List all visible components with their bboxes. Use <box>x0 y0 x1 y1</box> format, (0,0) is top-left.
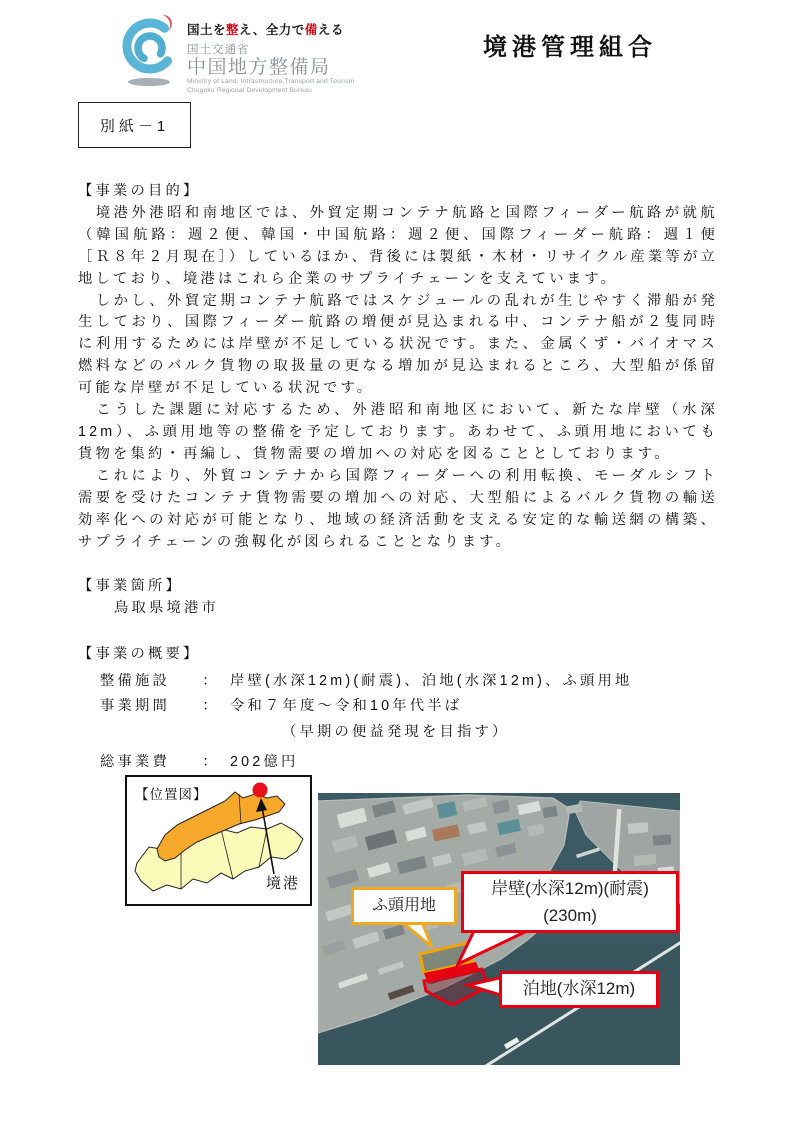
overview-rows <box>78 669 718 776</box>
purpose-heading: 【事業の目的】 <box>78 183 201 199</box>
row-colon: ： <box>202 672 220 689</box>
bureau-name-en: Chugoku Regional Development Bureau <box>187 86 313 94</box>
aerial-photo <box>318 793 680 1065</box>
purpose-paragraph-1: 境港外港昭和南地区では、外貿定期コンテナ航路と国際フィーダー航路が就航（韓国航路：週２便、韓国・中国航路：週２便、国際フィーダー航路：週１便［Ｒ８年２月現在］）しているほか、背後には製紙・木材・リサイクル産業等が立地しており、境港はこれら企業のサプライチェーンを支えています。 <box>78 204 718 287</box>
bureau-name: 中国地方整備局 <box>187 57 331 78</box>
location-map-title: 【位置図】 <box>135 787 208 802</box>
attachment-box <box>78 102 191 148</box>
attachment-label: 別紙－1 <box>99 117 170 135</box>
section-location <box>78 576 718 620</box>
mlit-logo <box>118 12 184 90</box>
overview-row-period <box>100 694 718 720</box>
row-colon: ： <box>202 754 220 771</box>
row-label: 総事業費 <box>100 754 170 771</box>
callout-quay <box>461 871 679 933</box>
document-title: 境港管理組合 <box>483 34 657 61</box>
ministry-name-en: Ministry of Land, Infrastructure,Transport and Tourism <box>187 78 355 85</box>
overview-row-cost <box>100 750 718 776</box>
header-text <box>187 20 447 95</box>
slogan: 国土を整え、全力で備える <box>187 23 344 37</box>
callout-quay-line2: (230m) <box>543 906 597 925</box>
row-label: 事業期間 <box>100 698 170 715</box>
row-value: 202億円 <box>230 754 299 771</box>
purpose-paragraph-4: これにより、外貿コンテナから国際フィーダーへの利用転換、モーダルシフト需要を受けたコンテナ貨物需要の増加への対応、大型船によるバルク貨物の輸送効率化への対応が可能となり、地域の経済活動を支える安定的な輸送網の構築、サプライチェーンの強靱化が図られることとなります。 <box>78 467 718 550</box>
ministry-name: 国土交通省 <box>187 44 250 56</box>
logo-shadow <box>128 78 170 86</box>
section-overview <box>78 644 718 776</box>
purpose-paragraph-2: しかし、外貿定期コンテナ航路ではスケジュールの乱れが生じやすく滞船が発生しており、国際フィーダー航路の増便が見込まれる中、コンテナ船が２隻同時に利用するためには岸壁が不足している状況です。また、金属くず・バイオマス燃料などのバルク貨物の取扱量の更なる増加が見込まれるところ、大型船が係留可能な岸壁が不足している状況です。 <box>78 292 718 397</box>
row-label: 整備施設 <box>100 672 170 689</box>
section-purpose <box>78 181 718 553</box>
location-value: 鳥取県境港市 <box>114 599 219 616</box>
callout-quay-line1: 岸壁(水深12m)(耐震) <box>491 879 649 898</box>
row-value-note: （早期の便益発現を目指す） <box>282 723 510 740</box>
row-colon: ： <box>202 698 220 715</box>
sakaiminato-label: 境港 <box>266 875 301 892</box>
row-value: 令和７年度～令和10年代半ば <box>230 698 463 715</box>
sakaiminato-dot <box>253 783 268 798</box>
location-map-inset <box>125 775 312 906</box>
overview-row-facilities <box>100 669 718 695</box>
location-heading: 【事業箇所】 <box>78 578 183 594</box>
row-value: 岸壁(水深12m)(耐震)、泊地(水深12m)、ふ頭用地 <box>230 672 633 689</box>
callout-basin: 泊地(水深12m) <box>499 971 659 1008</box>
callout-wharf: ふ頭用地 <box>351 887 457 925</box>
overview-heading: 【事業の概要】 <box>78 646 201 662</box>
purpose-paragraph-3: こうした課題に対応するため、外港昭和南地区において、新たな岸壁（水深12m）、ふ頭用地等の整備を予定しております。あわせて、ふ頭用地においても貨物を集約・再編し、貨物需要の増加への対応を図ることとしております。 <box>78 402 718 462</box>
